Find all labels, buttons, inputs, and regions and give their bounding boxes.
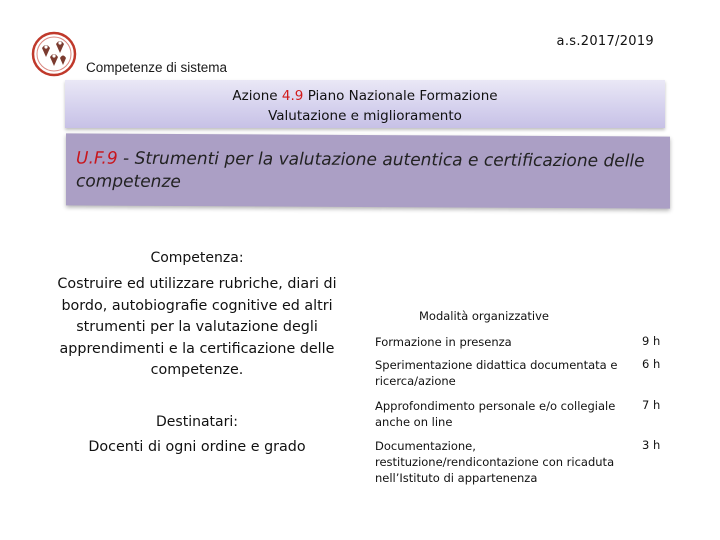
banner-prefix: Azione [232,88,282,104]
destinatari-text: Docenti di ogni ordine e grado [88,439,306,455]
modalita-row-hours: 6 h [642,357,661,371]
banner-suffix: Piano Nazionale Formazione [303,88,498,104]
action-number: 4.9 [281,88,304,104]
modalita-row-hours: 3 h [642,438,661,452]
modalita-row-label: Formazione in presenza [375,335,512,349]
modalita-row-label: Sperimentazione didattica documentata e ricerca/azione [375,358,618,388]
modalita-row-hours: 9 h [642,334,661,348]
action-banner [65,80,665,128]
destinatari-heading: Destinatari: [156,414,238,430]
modalita-row-label: Approfondimento personale e/o collegiale anche on line [375,399,616,429]
modalita-row-hours: 7 h [642,398,661,412]
school-year: a.s.2017/2019 [556,34,654,49]
banner-line-1 [65,86,665,106]
unit-title: - Strumenti per la valutazione autentica e certificazione delle competenze [76,148,645,193]
competenza-heading: Competenza: [150,250,244,266]
modalita-heading: Modalità organizzative [418,309,549,323]
unit-title-box [66,133,670,208]
school-logo [30,30,78,78]
banner-line-2: Valutazione e miglioramento [268,108,462,124]
unit-code: U.F.9 [76,148,118,169]
modalita-row-label: Documentazione, restituzione/rendicontazione con ricaduta nell’Istituto di appartenenza [375,439,615,485]
section-title: Competenze di sistema [86,60,228,75]
competenza-text: Costruire ed utilizzare rubriche, diari di bordo, autobiografie cognitive ed altri strumenti per la valutazione degli apprendimenti e la certificazione delle competenze. [57,276,337,378]
